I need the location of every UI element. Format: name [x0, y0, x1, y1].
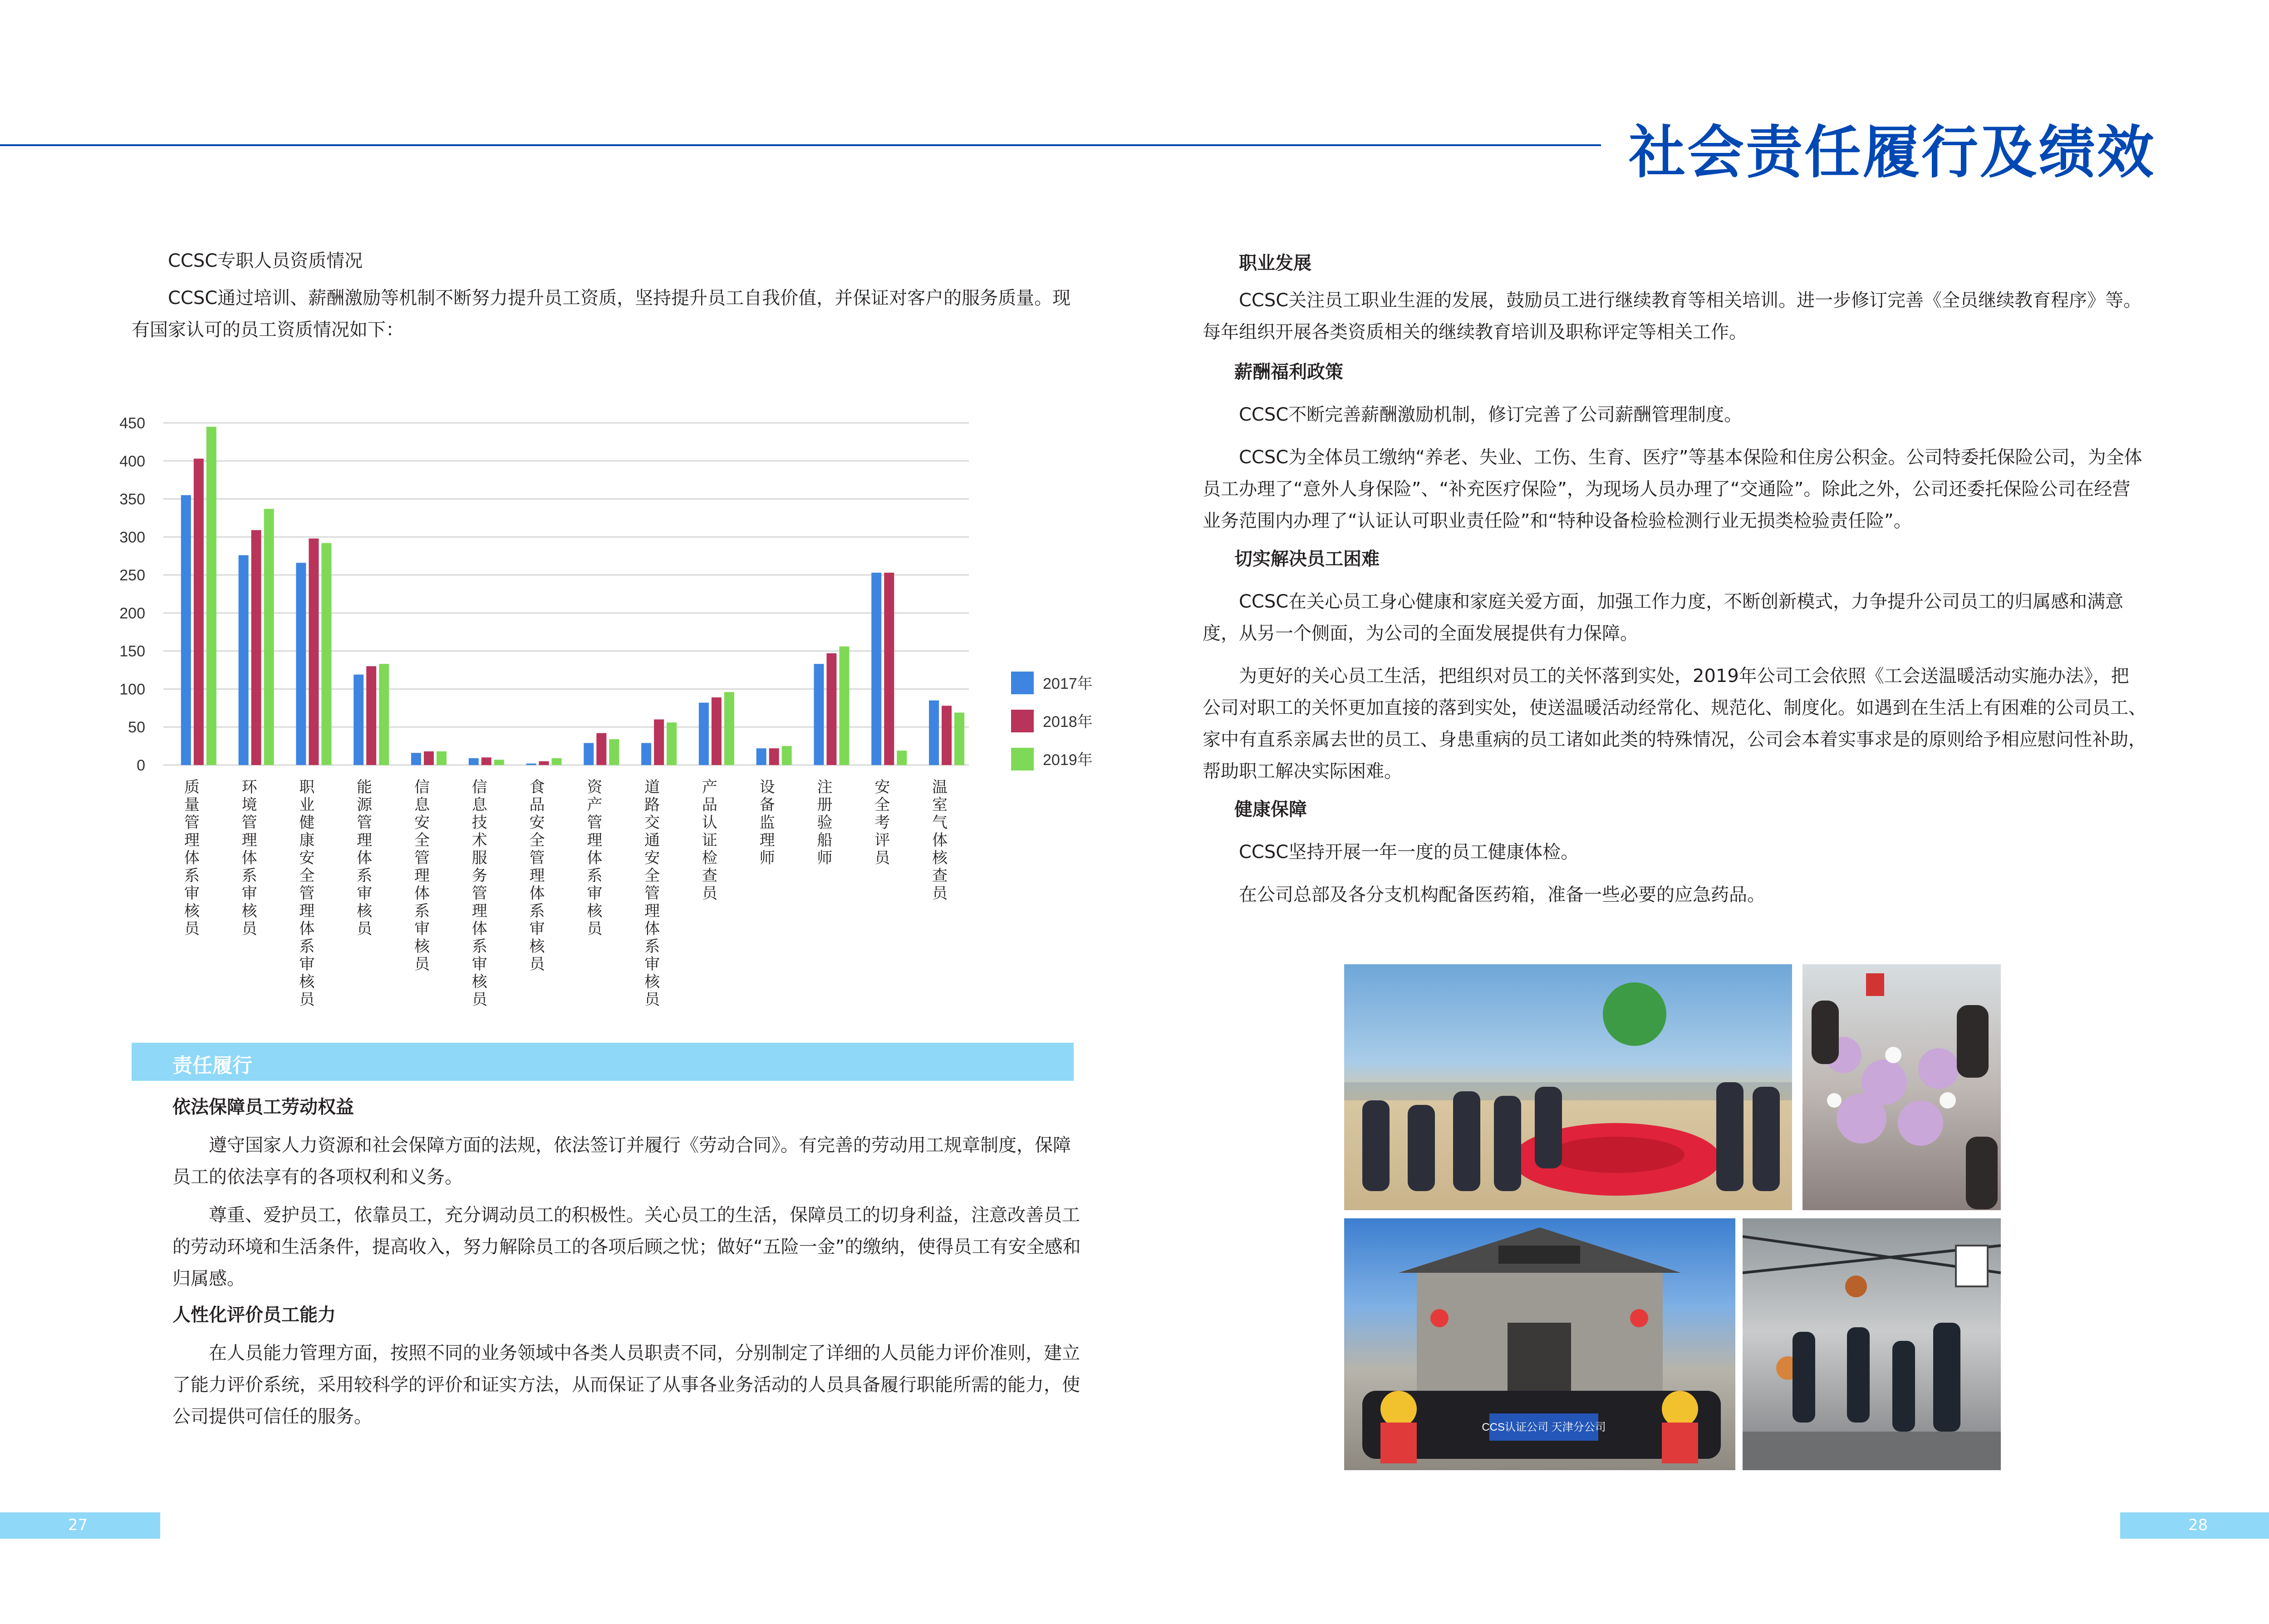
- x-tick-label: 理: [587, 831, 603, 849]
- bar: [584, 743, 594, 765]
- legend-swatch: [1011, 672, 1034, 694]
- x-tick-label: 查: [702, 867, 717, 885]
- photo-group-temple-scene: [1344, 1218, 1735, 1470]
- x-tick-label: 管: [587, 814, 603, 832]
- x-tick-label: 体: [357, 849, 373, 867]
- para-health-2: 在公司总部及各分支机构配备医药箱，准备一些必要的应急药品。: [1239, 884, 1765, 905]
- section-band: [132, 1043, 1074, 1081]
- x-tick-label: 员: [874, 849, 890, 867]
- y-tick-label: 50: [128, 719, 145, 736]
- x-tick-label: 全: [299, 867, 315, 885]
- x-tick-label: 管: [357, 814, 373, 832]
- bar: [954, 712, 964, 765]
- x-tick-label: 体: [184, 849, 200, 867]
- x-tick-label: 册: [817, 796, 833, 814]
- x-tick-label: 员: [414, 955, 430, 973]
- y-tick-label: 300: [119, 529, 145, 546]
- x-tick-label: 管: [529, 849, 545, 867]
- x-tick-label: 息: [471, 796, 487, 814]
- bar: [769, 748, 779, 765]
- x-tick-label: 理: [644, 902, 660, 920]
- x-tick-label: 考: [874, 814, 890, 832]
- footer-right-bar: [2120, 1512, 2269, 1539]
- x-tick-label: 验: [817, 814, 833, 832]
- x-tick-label: 核: [299, 973, 315, 991]
- x-tick-label: 体: [932, 831, 948, 849]
- x-tick-label: 信: [471, 778, 487, 796]
- heading-ability-evaluation: 人性化评价员工能力: [172, 1305, 336, 1325]
- x-tick-label: 健: [299, 814, 315, 832]
- heading-health: 健康保障: [1234, 799, 1307, 820]
- bar: [942, 706, 952, 765]
- x-tick-label: 员: [357, 920, 373, 938]
- x-tick-label: 审: [241, 884, 257, 903]
- bar: [712, 697, 722, 765]
- bar: [411, 753, 421, 765]
- chart-section: [132, 245, 1078, 346]
- x-tick-label: 员: [932, 884, 948, 903]
- x-tick-label: 审: [299, 955, 315, 973]
- x-tick-label: 理: [357, 831, 373, 849]
- x-tick-label: 员: [587, 920, 603, 938]
- bar: [379, 664, 389, 765]
- x-tick-label: 核: [357, 902, 373, 920]
- page-number-right: 28: [2188, 1516, 2208, 1534]
- heading-salary: 薪酬福利政策: [1234, 362, 1343, 383]
- bar: [206, 427, 216, 765]
- x-tick-label: 全: [414, 831, 430, 849]
- heading-labor-rights: 依法保障员工劳动权益: [172, 1097, 354, 1118]
- y-tick-label: 150: [119, 643, 145, 660]
- x-tick-label: 环: [241, 778, 257, 796]
- x-tick-label: 员: [529, 955, 545, 973]
- x-tick-label: 体: [587, 849, 603, 867]
- bar: [654, 719, 664, 765]
- x-tick-label: 管: [471, 884, 487, 903]
- x-tick-label: 能: [357, 778, 373, 796]
- x-tick-label: 备: [759, 796, 775, 814]
- legend-label: 2017年: [1043, 675, 1093, 692]
- bar: [181, 495, 191, 765]
- bar: [321, 543, 331, 765]
- bar: [239, 555, 249, 765]
- x-tick-label: 安: [414, 814, 430, 832]
- heading-career: 职业发展: [1239, 253, 1311, 274]
- x-tick-label: 食: [529, 778, 545, 796]
- x-tick-label: 核: [241, 902, 257, 920]
- x-tick-label: 员: [471, 991, 487, 1007]
- x-tick-label: 系: [529, 902, 545, 920]
- x-tick-label: 审: [357, 884, 373, 903]
- x-tick-label: 道: [644, 778, 660, 796]
- x-tick-label: 理: [529, 867, 545, 885]
- x-tick-label: 监: [759, 814, 775, 832]
- photo-flower-arranging: [1802, 964, 2001, 1210]
- bar: [366, 666, 376, 765]
- x-tick-label: 证: [702, 831, 717, 849]
- bar: [839, 647, 849, 765]
- bar: [194, 459, 204, 765]
- x-tick-label: 全: [644, 867, 660, 885]
- x-tick-label: 境: [241, 796, 257, 814]
- page-title: 社会责任履行及绩效: [1629, 120, 2156, 186]
- photo-flower-arranging-scene: [1802, 964, 2001, 1210]
- y-tick-label: 200: [119, 604, 145, 622]
- photo-basketball: [1743, 1218, 2001, 1470]
- x-tick-label: 气: [932, 814, 948, 832]
- x-tick-label: 员: [241, 920, 257, 938]
- bar: [264, 509, 274, 765]
- x-tick-label: 审: [414, 920, 430, 938]
- x-tick-label: 务: [471, 867, 487, 885]
- x-tick-label: 康: [299, 831, 315, 849]
- x-tick-label: 员: [644, 991, 660, 1007]
- x-tick-label: 审: [587, 884, 603, 903]
- y-tick-label: 350: [119, 491, 145, 508]
- x-tick-label: 安: [874, 778, 890, 796]
- x-tick-label: 职: [299, 778, 315, 796]
- x-tick-label: 员: [299, 991, 315, 1007]
- bar: [526, 764, 536, 765]
- photo-outdoor-game: [1344, 964, 1792, 1210]
- x-tick-label: 体: [414, 884, 430, 903]
- x-tick-label: 审: [644, 955, 660, 973]
- group-banner-text: CCS认证公司 天津分公司: [1482, 1421, 1606, 1433]
- x-tick-label: 管: [184, 814, 200, 832]
- x-tick-label: 理: [759, 831, 775, 849]
- bar: [354, 675, 363, 765]
- bar: [782, 746, 792, 765]
- section-band-label: 责任履行: [172, 1054, 252, 1077]
- x-tick-label: 员: [702, 884, 717, 903]
- bar: [251, 530, 261, 765]
- x-tick-label: 安: [529, 814, 545, 832]
- para-difficulties-1: CCSC在关心员工身心健康和家庭关爱方面，加强工作力度，不断创新模式，力争提升公司员工的归属感和满意度，从另一个侧面，为公司的全面发展提供有力保障。: [1203, 591, 2124, 644]
- page-number-left: 27: [68, 1516, 88, 1534]
- x-tick-label: 通: [644, 831, 660, 849]
- para-health-1: CCSC坚持开展一年一度的员工健康体检。: [1239, 842, 1579, 863]
- legend-label: 2019年: [1043, 751, 1093, 769]
- x-tick-label: 审: [184, 884, 200, 903]
- x-tick-label: 安: [299, 849, 315, 867]
- x-tick-label: 息: [414, 796, 430, 814]
- x-tick-label: 管: [299, 884, 315, 903]
- x-tick-label: 审: [471, 955, 487, 973]
- x-tick-label: 管: [241, 814, 257, 832]
- x-tick-label: 产: [702, 778, 717, 796]
- chart-caption: CCSC专职人员资质情况: [168, 250, 363, 271]
- x-tick-label: 质: [184, 778, 200, 796]
- bar: [469, 758, 479, 765]
- bar: [552, 758, 562, 765]
- x-tick-label: 系: [299, 937, 315, 956]
- x-tick-label: 核: [644, 973, 660, 991]
- legend-swatch: [1011, 748, 1034, 770]
- x-tick-label: 信: [414, 778, 430, 796]
- x-tick-label: 体: [529, 884, 545, 903]
- x-tick-label: 理: [471, 902, 487, 920]
- bar: [897, 751, 907, 765]
- x-tick-label: 核: [471, 973, 487, 991]
- photo-outdoor-game-scene: [1344, 964, 1792, 1210]
- x-tick-label: 师: [759, 849, 775, 867]
- x-tick-label: 核: [414, 937, 430, 956]
- x-tick-label: 理: [241, 831, 257, 849]
- x-tick-label: 体: [471, 920, 487, 938]
- x-tick-label: 系: [357, 867, 373, 885]
- legend-label: 2018年: [1043, 713, 1093, 731]
- x-tick-label: 理: [299, 902, 315, 920]
- x-tick-label: 管: [644, 884, 660, 903]
- x-tick-label: 员: [184, 920, 200, 938]
- bar: [871, 573, 881, 765]
- x-tick-label: 品: [529, 796, 545, 814]
- para-difficulties-2: 为更好的关心员工生活，把组织对员工的关怀落到实处，2019年公司工会依照《工会送温暖活动实施办法》，把公司对职工的关怀更加直接的落到实处，使送温暖活动经常化、规范化、制度化。如遇到在生活上有困难的公司员工、家中有直系亲属去世的员工、身患重病的员工诸如此类的特殊情况，公司会本着实事求是的原则给予相应慰问性补助，帮助职工解决实际困难。: [1203, 666, 2146, 782]
- x-tick-label: 室: [932, 796, 948, 814]
- x-tick-label: 船: [817, 831, 833, 849]
- x-tick-label: 系: [471, 937, 487, 956]
- x-tick-label: 师: [817, 849, 833, 867]
- x-tick-label: 认: [702, 814, 717, 832]
- x-tick-label: 管: [414, 849, 430, 867]
- x-tick-label: 核: [529, 937, 545, 956]
- para-labor-rights-2: 尊重、爱护员工，依靠员工，充分调动员工的积极性。关心员工的生活，保障员工的切身利益，注意改善员工的劳动环境和生活条件，提高收入，努力解除员工的各项后顾之忧；做好“五险一金”的缴纳，使得员工有安全感和归属感。: [172, 1205, 1081, 1289]
- footer-left-bar: [0, 1512, 160, 1539]
- x-tick-label: 全: [529, 831, 545, 849]
- x-tick-label: 设: [759, 778, 775, 796]
- x-tick-label: 安: [644, 849, 660, 867]
- x-tick-label: 注: [817, 778, 833, 796]
- bar: [494, 760, 504, 765]
- right-text-block: [1203, 247, 2146, 911]
- qualification-bar-chart: [100, 399, 1144, 1007]
- heading-difficulties: 切实解决员工困难: [1234, 549, 1380, 569]
- x-tick-label: 理: [184, 831, 200, 849]
- x-tick-label: 理: [414, 867, 430, 885]
- bar: [699, 703, 709, 765]
- x-tick-label: 检: [702, 849, 717, 867]
- bar: [609, 739, 619, 765]
- x-tick-label: 术: [471, 831, 487, 849]
- x-tick-label: 温: [932, 778, 948, 796]
- x-tick-label: 产: [587, 796, 603, 814]
- bar: [667, 722, 677, 765]
- bar: [424, 751, 434, 765]
- x-tick-label: 资: [587, 778, 603, 796]
- left-text-block: [132, 1091, 1082, 1433]
- y-tick-label: 100: [119, 681, 145, 698]
- photo-group-temple: [1344, 1218, 1735, 1470]
- bar: [814, 664, 824, 765]
- x-tick-label: 查: [932, 867, 948, 885]
- bar: [481, 757, 491, 765]
- x-tick-label: 系: [184, 867, 200, 885]
- x-tick-label: 核: [184, 902, 200, 920]
- para-salary-1: CCSC不断完善薪酬激励机制，修订完善了公司薪酬管理制度。: [1239, 404, 1743, 425]
- x-tick-label: 评: [874, 831, 890, 849]
- x-tick-label: 技: [471, 814, 487, 832]
- x-tick-label: 系: [414, 902, 430, 920]
- x-tick-label: 源: [357, 796, 373, 814]
- x-tick-label: 体: [299, 920, 315, 938]
- x-tick-label: 交: [644, 814, 660, 832]
- x-tick-label: 体: [644, 920, 660, 938]
- x-tick-label: 体: [241, 849, 257, 867]
- x-tick-label: 量: [184, 796, 200, 814]
- legend-swatch: [1011, 710, 1034, 732]
- para-career: CCSC关注员工职业生涯的发展，鼓励员工进行继续教育等相关培训。进一步修订完善《全员继续教育程序》等。每年组织开展各类资质相关的继续教育培训及职称评定等相关工作。: [1203, 290, 2142, 343]
- x-tick-label: 系: [644, 937, 660, 956]
- para-salary-2: CCSC为全体员工缴纳“养老、失业、工伤、生育、医疗”等基本保险和住房公积金。公司特委托保险公司，为全体员工办理了“意外人身保险”、“补充医疗保险”，为现场人员办理了“交通险”。除此之外，公司还委托保险公司在经营业务范围内办理了“认证认可职业责任险”和“特种设备检验检测行业无损类检验责任险”。: [1203, 447, 2142, 531]
- y-tick-label: 0: [137, 757, 145, 774]
- x-tick-label: 业: [299, 796, 315, 814]
- bar: [826, 653, 836, 765]
- bar: [309, 539, 319, 765]
- chart-svg: [100, 399, 1144, 1007]
- x-tick-label: 系: [241, 867, 257, 885]
- x-tick-label: 核: [587, 902, 603, 920]
- header-rule: [0, 144, 1601, 146]
- y-tick-label: 450: [119, 415, 145, 432]
- x-tick-label: 服: [471, 849, 487, 867]
- bar: [756, 748, 766, 765]
- bar: [641, 743, 651, 765]
- para-ability-evaluation: 在人员能力管理方面，按照不同的业务领域中各类人员职责不同，分别制定了详细的人员能力评价准则，建立了能力评价系统，采用较科学的评价和证实方法，从而保证了从事各业务活动的人员具备履行职能所需的能力，使公司提供可信任的服务。: [172, 1343, 1080, 1427]
- bar: [437, 751, 447, 765]
- x-tick-label: 审: [529, 920, 545, 938]
- bar: [539, 761, 549, 765]
- x-tick-label: 系: [587, 867, 603, 885]
- bar: [929, 701, 939, 765]
- bar: [724, 692, 734, 765]
- bar: [296, 563, 306, 765]
- y-tick-label: 250: [119, 567, 145, 584]
- x-tick-label: 核: [932, 849, 948, 867]
- x-tick-label: 品: [702, 796, 717, 814]
- photo-basketball-scene: [1743, 1218, 2001, 1470]
- chart-intro: CCSC通过培训、薪酬激励等机制不断努力提升员工资质，坚持提升员工自我价值，并保证对客户的服务质量。现有国家认可的员工资质情况如下：: [132, 288, 1071, 340]
- bar: [596, 733, 606, 765]
- x-tick-label: 全: [874, 796, 890, 814]
- y-tick-label: 400: [119, 452, 145, 470]
- x-tick-label: 路: [644, 796, 660, 814]
- bar: [884, 573, 894, 765]
- para-labor-rights-1: 遵守国家人力资源和社会保障方面的法规，依法签订并履行《劳动合同》。有完善的劳动用工规章制度，保障员工的依法享有的各项权利和义务。: [172, 1135, 1071, 1187]
